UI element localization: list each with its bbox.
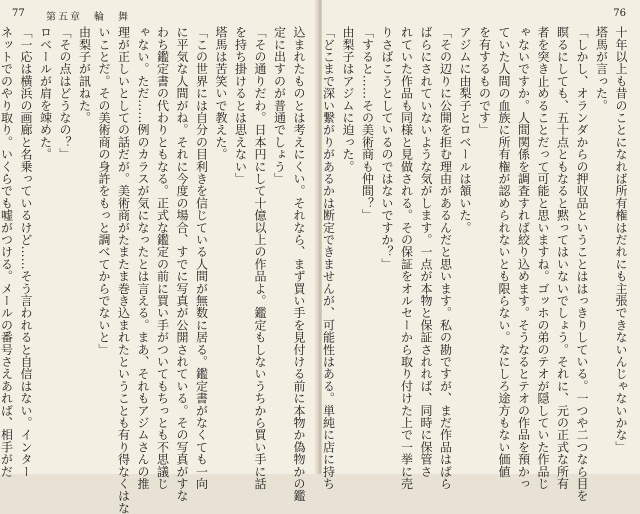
text-line: 由梨子が訊ねた。 [77, 26, 92, 124]
right-page [321, 0, 640, 502]
text-line: 「その辺りに公開を拒む理由があるんだと思います。私の勘ですが、まだ作品はばら [438, 26, 453, 490]
text-line: わち鑑定書の代わりともなる。正式な鑑定の前に買い手がついてもちっとも不思議じ [155, 26, 170, 490]
text-line: 「その通りだわ。日本円にして十億以上の作品よ。鑑定もしないうちから買い手に話 [253, 26, 267, 490]
text-line: 「どこまで深い繋がりがあるかは断定できませんが、可能性はある。単純に店に持ち [321, 26, 336, 490]
page-number-left: 77 [12, 8, 25, 19]
left-page-text [0, 26, 308, 514]
text-line: ゃないですか。人間関係を調査すれば絞り込めます。そうなるとテオの作品を預かっ [516, 26, 531, 490]
text-line: 瞑るにしても、五十点ともなると黙ってはいないでしょう。それに、元の正式な所有 [555, 26, 570, 490]
text-line: 「その点はどうなの？」 [58, 26, 72, 161]
text-line: 理が正しいとしての話だが。美術商がたまたま巻き込まれたということも有り得なくはな [116, 26, 131, 514]
text-line: 「この世界には自分の目利きを信じている人間が無数に居る。鑑定書がなくても一向 [194, 26, 209, 490]
text-line: 込まれたものとは考えにくい。それなら、まず買い手を見付ける前に本物か偽物かの鑑 [292, 26, 306, 502]
text-line: 「しかし、オランダからの押収品ということははっきりしている。一つや二つなら目を [575, 26, 589, 502]
text-line: いことだ。その美術商の身許をもっと調べてからでないと」 [97, 26, 111, 356]
text-line: 「すると……その美術商も仲間？」 [360, 26, 375, 222]
text-line: ていた人間の血族に所有権が認められないとも限らない。なにしろ途方もない価値 [497, 26, 511, 478]
text-line: 定に出すのが普通でしょう」 [272, 26, 287, 185]
text-line: 塔馬が言った。 [594, 26, 609, 112]
text-line: ばらにされていないような気がします。一点が本物と保証されれば、同時に保管さ [419, 26, 433, 478]
text-line: 塔馬は苦笑いで教えた。 [214, 26, 228, 161]
chapter-heading: 第五章 輪 舞 [46, 12, 130, 23]
left-page [0, 0, 318, 514]
text-line: アジムに由梨子とロベールは頷いた。 [458, 26, 472, 234]
text-line: 十年以上も昔のことになれば所有権はだれにも主張できないんじゃないかな」 [614, 26, 628, 453]
text-line: れていた作品も同様と見做される。その保証をオルセーから取り付けた上で一挙に売 [399, 26, 414, 490]
page-number-right: 76 [613, 8, 626, 19]
text-line: ゃない。ただ……例のカラスが気になったとは言える。まあ、それもアジムさんの推 [136, 26, 150, 490]
right-page-text [321, 26, 630, 502]
text-line: りさばこうとしているのではないですか？」 [380, 26, 394, 270]
text-line: 由梨子はアジムに迫った。 [341, 26, 355, 173]
text-line: に平気な人間がね。それに今度の場合、すでに写真が公開されている。その写真がすな [175, 26, 189, 502]
text-line: ネットでのやり取り。いくらでも嘘がつける。メールの番号さえあれば、相手がだ [0, 26, 14, 478]
text-line: ロベールが肩を竦めた。 [38, 26, 53, 161]
text-line: を有するものです」 [477, 26, 492, 136]
text-line: を持ち掛けるとは思えない」 [233, 26, 248, 185]
text-line: 者を突き止めることだって可能と思いますね。ゴッホの弟のテオが隠していた作品じ [536, 26, 550, 490]
text-line: 「一応は横浜の画廊と名乗っているけど……そう言われると自信はない。インター [19, 26, 33, 478]
